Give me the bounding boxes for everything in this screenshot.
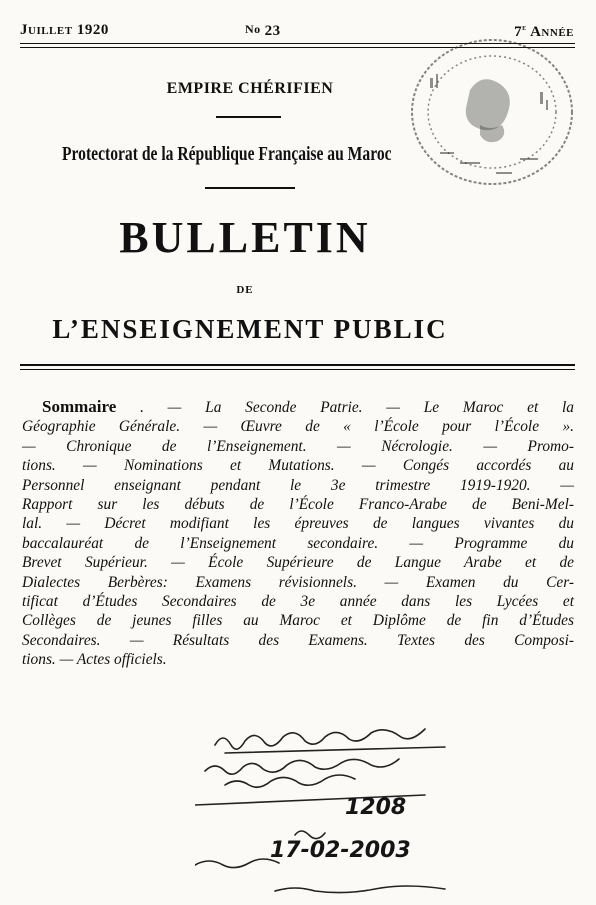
- empire-line: EMPIRE CHÉRIFIEN: [166, 80, 334, 97]
- summary-line-0: . — La Seconde Patrie. — Le Maroc et la: [116, 399, 574, 416]
- protectorate-line: Protectorat de la République Française au Maroc: [62, 143, 392, 165]
- summary-line-8: Brevet Supérieur. — École Supérieure de Langue Arabe et de: [22, 554, 574, 572]
- title-rule-thick: [20, 364, 575, 366]
- issue-date: Juillet 1920: [20, 22, 109, 38]
- summary-line-13: tions. — Actes officiels.: [22, 651, 167, 669]
- issue-year-word: Année: [530, 24, 574, 40]
- summary-block: [22, 397, 574, 670]
- title-rule-thin: [20, 369, 575, 370]
- summary-line-6: lal. — Décret modifiant les épreuves de langues vivantes du: [22, 515, 574, 533]
- summary-line-9: Dialectes Berbères: Examens révisionnels. — Examen du Cer-: [22, 573, 574, 591]
- title-subtitle: L’ENSEIGNEMENT PUBLIC: [52, 314, 448, 344]
- handwritten-annotations: [195, 715, 595, 900]
- divider-short-2: [205, 187, 295, 189]
- accession-number: 1208: [345, 795, 407, 820]
- issue-year-num: 7: [514, 24, 523, 40]
- issue-year-sup: e: [522, 22, 527, 32]
- issue-number-prefix: No: [245, 22, 261, 36]
- summary-line-12: Secondaires. — Résultats des Examens. Textes des Composi-: [22, 631, 574, 649]
- bulletin-title: BULLETIN: [119, 213, 371, 262]
- accession-date: 17-02-2003: [270, 838, 411, 863]
- issue-number-value: 23: [264, 23, 281, 39]
- summary-lead: Sommaire: [42, 397, 117, 416]
- summary-line-1: Géographie Générale. — Œuvre de « l’École pour l’École ».: [22, 418, 574, 436]
- title-de: DE: [236, 284, 254, 296]
- divider-short-1: [216, 116, 281, 118]
- issue-number: [245, 22, 281, 40]
- summary-line-2: — Chronique de l’Enseignement. — Nécrologie. — Promo-: [22, 437, 574, 455]
- summary-line-7: baccalauréat de l’Enseignement secondaire. — Programme du: [22, 534, 574, 552]
- summary-line: [22, 397, 574, 417]
- summary-line-3: tions. — Nominations et Mutations. — Congés accordés au: [22, 457, 574, 475]
- summary-line-4: Personnel enseignant pendant le 3e trimestre 1919-1920. —: [22, 476, 574, 494]
- summary-line-11: Collèges de jeunes filles au Maroc et Diplôme de fin d’Études: [22, 612, 574, 630]
- library-stamp: [400, 30, 580, 200]
- summary-line-5: Rapport sur les débuts de l’École Franco-Arabe de Beni-Mel-: [22, 496, 574, 514]
- summary-line-10: tificat d’Études Secondaires de 3e année dans les Lycées et: [22, 593, 574, 611]
